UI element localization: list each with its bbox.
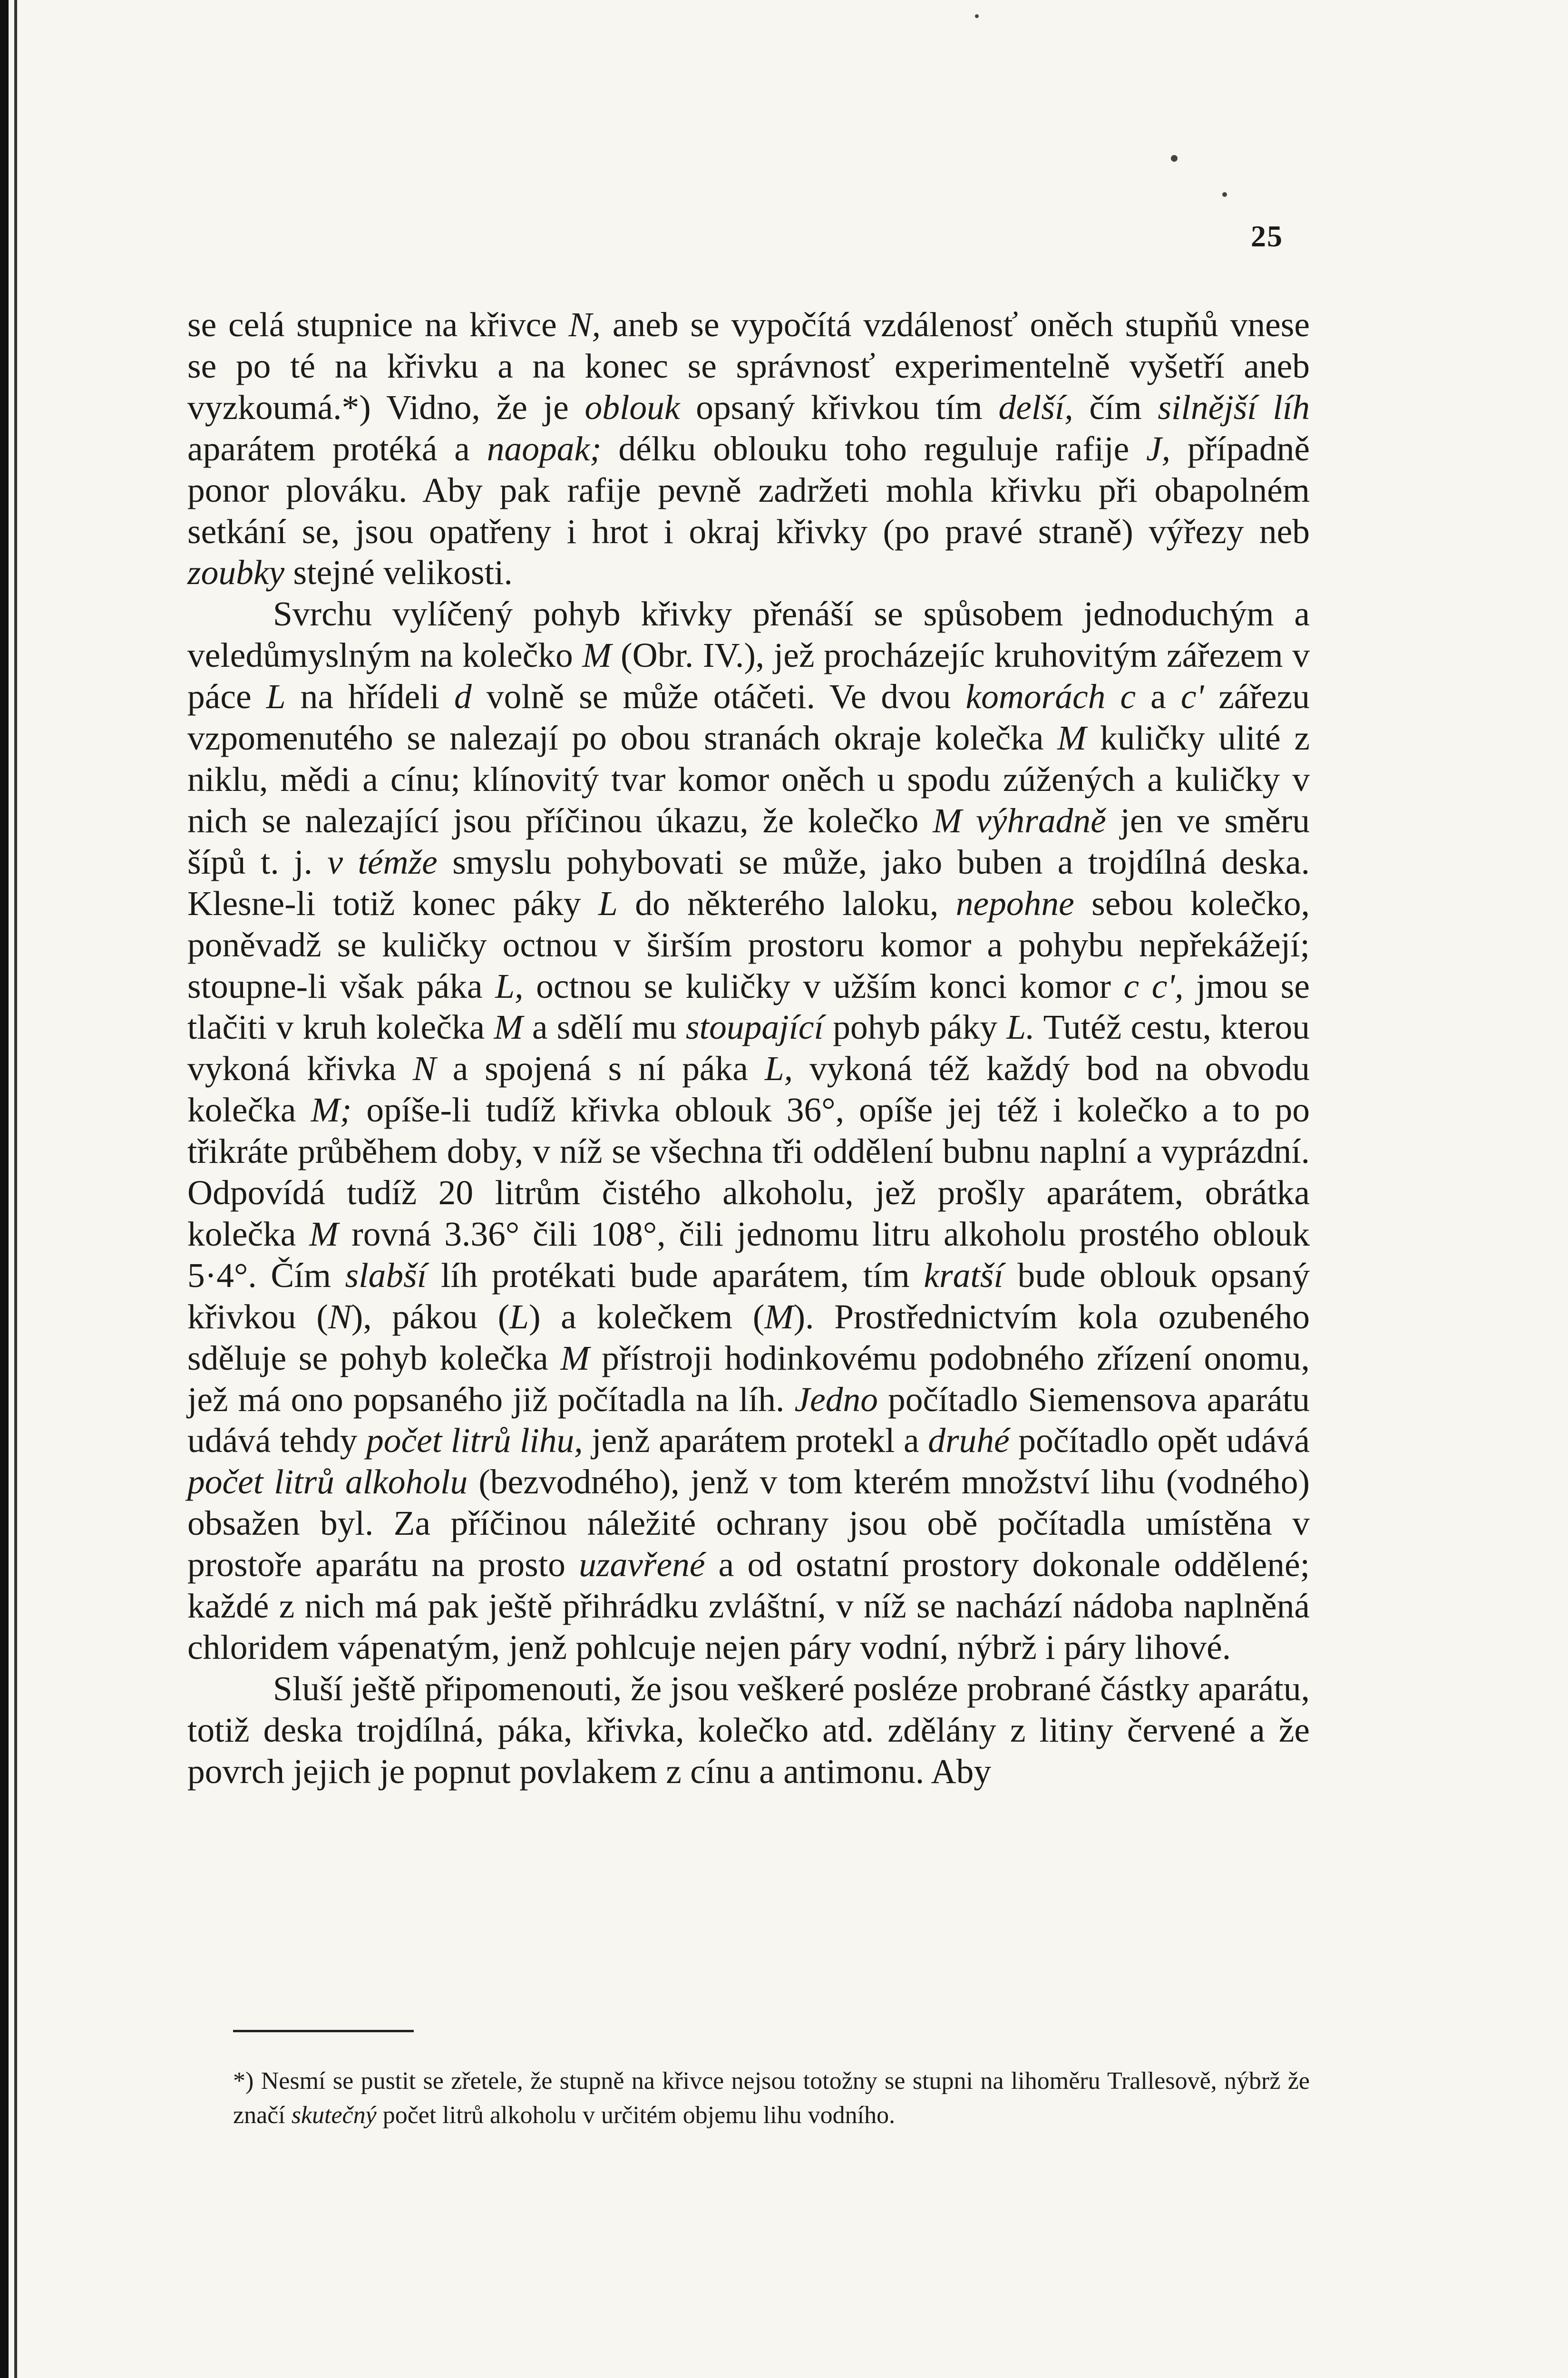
- italic-text-run: L,: [764, 1049, 793, 1088]
- italic-text-run: M: [560, 1338, 590, 1377]
- italic-text-run: N,: [568, 305, 601, 344]
- body-text: [187, 304, 1310, 1793]
- italic-text-run: M: [309, 1214, 339, 1253]
- footnote-marker: *): [233, 2067, 254, 2095]
- text-run: opsaný křivkou tím: [680, 388, 999, 427]
- text-run: Svrchu vylíčený pohyb křivky přenáší se spůsobem jednoduchým a veledůmyslným na kolečko: [187, 594, 1310, 675]
- footnote: [233, 2064, 1310, 2133]
- italic-text-run: kratší: [924, 1256, 1003, 1295]
- italic-text-run: L,: [495, 966, 524, 1005]
- text-run: jmou se tlačiti v kruh kolečka: [187, 966, 1310, 1047]
- text-run: opíše-li tudíž křivka oblouk 36°, opíše jej též i kolečko a to po třikráte průběhem doby, v níž se všechna tři oddělení bubnu naplní a vyprázdní. Odpovídá tudíž 20 litrům čistého alkoholu, jež prošly aparátem, obrátka kolečka: [187, 1091, 1310, 1253]
- text-run: délku oblouku toho reguluje rafije: [601, 429, 1147, 468]
- italic-text-run: M: [1057, 719, 1087, 758]
- text-run: sebou kolečko, poněvadž se kuličky octnou v širším prostoru komor a pohybu nepřekážejí; stoupne-li však páka: [187, 884, 1310, 1005]
- text-run: Sluší ještě připomenouti, že jsou veškeré posléze probrané částky aparátu, totiž deska trojdílná, páka, křivka, kolečko atd. zdělány z litiny červené a že povrch jejich je popnut povlakem z cínu a antimonu. Aby: [187, 1669, 1310, 1791]
- text-run: Tutéž cestu, kterou vykoná křivka: [187, 1008, 1310, 1088]
- scan-border: [0, 0, 9, 2378]
- text-run: a od ostatní prostory dokonale oddělené; každé z nich má pak ještě přihrádku zvláštní, v níž se nachází nádoba naplněná chloridem vápenatým, jenž pohlcuje nejen páry vodní, nýbrž i páry lihové.: [187, 1545, 1310, 1667]
- italic-text-run: uzavřené: [579, 1545, 705, 1584]
- text-run: Nesmí se pustit se zřetele, že stupně na křivce nejsou totožny se stupni na lihoměru Trallesově, nýbrž že značí: [233, 2067, 1310, 2129]
- scan-border-inner: [14, 0, 17, 2378]
- text-run: se celá stupnice na křivce: [187, 305, 569, 344]
- text-run: na hřídeli: [285, 677, 455, 716]
- text-run: jenž aparátem protekl a: [583, 1421, 928, 1460]
- italic-text-run: M;: [311, 1091, 352, 1130]
- italic-text-run: nepohne: [955, 884, 1074, 923]
- italic-text-run: Jedno: [794, 1380, 878, 1419]
- text-run: ), pákou (: [351, 1297, 510, 1336]
- italic-text-run: c c',: [1123, 966, 1184, 1005]
- italic-text-run: zoubky: [187, 553, 285, 592]
- text-run: volně se může otáčeti. Ve dvou: [471, 677, 966, 716]
- text-run: bude oblouk opsaný křivkou (: [187, 1256, 1310, 1336]
- text-run: ) a kolečkem (: [529, 1297, 765, 1336]
- italic-text-run: oblouk: [584, 388, 680, 427]
- text-run: přístroji hodinkovému podobného zřízení onomu, jež má ono popsaného již počítadla na líh.: [187, 1338, 1310, 1419]
- italic-text-run: L: [266, 677, 286, 716]
- italic-text-run: slabší: [345, 1256, 427, 1295]
- footnote-text: [233, 2067, 1310, 2129]
- text-run: smyslu pohybovati se může, jako buben a trojdílná deska. Klesne-li totiž konec páky: [187, 842, 1310, 923]
- text-run: kuličky ulité z niklu, mědi a cínu; klínovitý tvar komor oněch u spodu zúžených a kuličky v nich se nalezající jsou příčinou úkazu, že kolečko: [187, 719, 1310, 840]
- paragraph: [187, 304, 1310, 594]
- italic-text-run: M výhradně: [933, 801, 1106, 840]
- text-run: počet litrů alkoholu v určitém objemu lihu vodního.: [376, 2102, 896, 2129]
- text-run: aneb se vypočítá vzdálenosť oněch stupňů vnese se po té na křivku a na konec se správnosť experimentelně vyšetří aneb vyzkoumá.*) Vidno, že je: [187, 305, 1310, 427]
- italic-text-run: naopak;: [487, 429, 602, 468]
- text-run: a: [1136, 677, 1181, 716]
- scan-speck: [975, 14, 979, 18]
- italic-text-run: N: [412, 1049, 436, 1088]
- italic-text-run: M: [582, 636, 612, 675]
- text-run: vykoná též každý bod na obvodu kolečka: [187, 1049, 1310, 1130]
- text-run: stejné velikosti.: [284, 553, 513, 592]
- paragraph: [187, 594, 1310, 1668]
- scan-speck: [1171, 155, 1178, 162]
- page-number: 25: [1251, 219, 1283, 253]
- italic-text-run: druhé: [928, 1421, 1010, 1460]
- text-run: pohyb páky: [823, 1008, 1007, 1047]
- scan-speck: [1222, 192, 1227, 197]
- text-run: čím: [1073, 388, 1158, 427]
- italic-text-run: L: [598, 884, 618, 923]
- italic-text-run: L.: [1006, 1008, 1035, 1047]
- text-run: rovná 3.36° čili 108°, čili jednomu litru alkoholu prostého oblouk 5·4°. Čím: [187, 1214, 1310, 1295]
- italic-text-run: J,: [1146, 429, 1171, 468]
- text-run: a sdělí mu: [523, 1008, 686, 1047]
- italic-text-run: počet litrů lihu,: [366, 1421, 583, 1460]
- text-run: líh protékati bude aparátem, tím: [427, 1256, 924, 1295]
- italic-text-run: c': [1180, 677, 1204, 716]
- italic-text-run: delší,: [998, 388, 1073, 427]
- text-run: jen ve směru šípů t. j.: [187, 801, 1310, 881]
- italic-text-run: N: [328, 1297, 351, 1336]
- text-run: octnou se kuličky v užším konci komor: [523, 966, 1124, 1005]
- italic-text-run: d: [454, 677, 472, 716]
- italic-text-run: komorách c: [965, 677, 1136, 716]
- italic-text-run: M: [494, 1008, 523, 1047]
- text-run: počítadlo opět udává: [1009, 1421, 1310, 1460]
- italic-text-run: počet litrů alkoholu: [187, 1462, 468, 1501]
- italic-text-run: silnější líh: [1158, 388, 1310, 427]
- footnote-rule: [233, 2030, 414, 2032]
- italic-text-run: skutečný: [291, 2102, 377, 2129]
- text-run: a spojená s ní páka: [436, 1049, 765, 1088]
- text-run: (bezvodného), jenž v tom kterém množství lihu (vodného) obsažen byl. Za příčinou náležité ochrany jsou obě počítadla umístěna v prostoře aparátu na prosto: [187, 1462, 1310, 1584]
- italic-text-run: L: [509, 1297, 529, 1336]
- italic-text-run: M: [764, 1297, 794, 1336]
- text-run: případně ponor plováku. Aby pak rafije pevně zadržeti mohla křivku při obapolném setkání se, jsou opatřeny i hrot i okraj křivky (po pravé straně) výřezy neb: [187, 429, 1310, 551]
- italic-text-run: stoupající: [686, 1008, 824, 1047]
- text-run: počítadlo Siemensova aparátu udává tehdy: [187, 1380, 1310, 1460]
- text-run: (Obr. IV.), jež procházejíc kruhovitým zářezem v páce: [187, 636, 1310, 716]
- text-run: ). Prostřednictvím kola ozubeného sděluje se pohyb kolečka: [187, 1297, 1310, 1377]
- text-run: aparátem protéká a: [187, 429, 487, 468]
- text-run: do některého laloku,: [617, 884, 956, 923]
- text-run: zářezu vzpomenutého se nalezají po obou stranách okraje kolečka: [187, 677, 1310, 758]
- italic-text-run: v témže: [327, 842, 438, 881]
- paragraph: [187, 1668, 1310, 1793]
